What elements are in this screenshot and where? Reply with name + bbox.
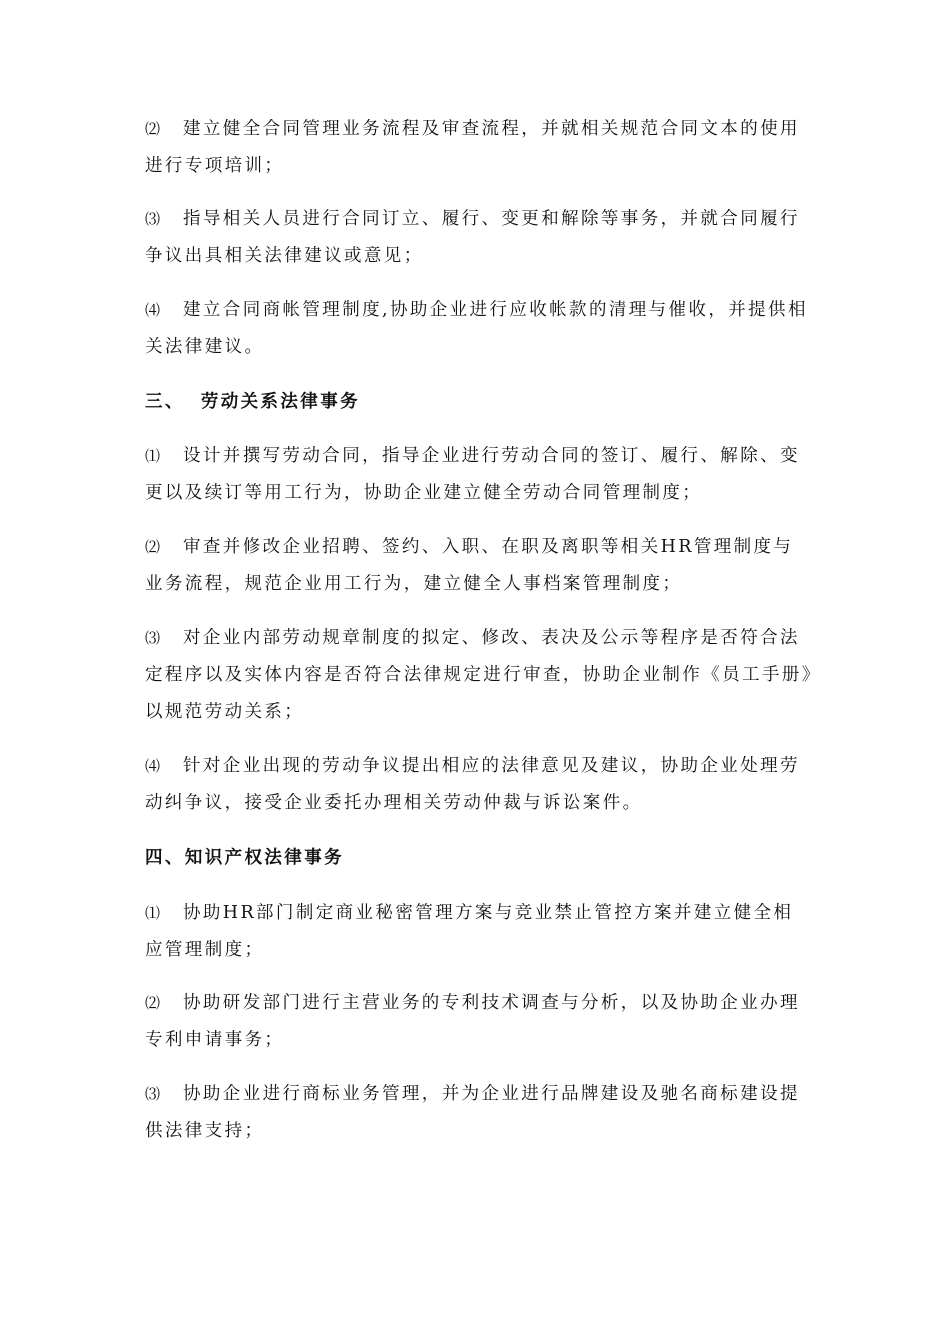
item-text: 协助企业进行商标业务管理，并为企业进行品牌建设及驰名商标建设提供法律支持； xyxy=(145,1084,800,1141)
item-text: 审查并修改企业招聘、签约、入职、在职及离职等相关HR管理制度与业务流程，规范企业用工行为，建立健全人事档案管理制度； xyxy=(145,537,794,594)
list-item xyxy=(145,748,813,822)
section-number: 四、 xyxy=(145,848,185,868)
section-number: 三、 xyxy=(145,392,185,412)
item-text: 设计并撰写劳动合同，指导企业进行劳动合同的签订、履行、解除、变更以及续订等用工行为，协助企业建立健全劳动合同管理制度； xyxy=(145,446,800,503)
item-number: ⑴ xyxy=(145,904,161,922)
section-title: 劳动关系法律事务 xyxy=(200,392,361,412)
list-item xyxy=(145,111,813,185)
list-item xyxy=(145,985,813,1059)
item-text: 对企业内部劳动规章制度的拟定、修改、表决及公示等程序是否符合法定程序以及实体内容是否符合法律规定进行审查，协助企业制作《员工手册》以规范劳动关系； xyxy=(145,628,813,722)
list-item xyxy=(145,438,813,512)
section-title: 知识产权法律事务 xyxy=(184,848,345,868)
item-number: ⑶ xyxy=(145,1085,161,1103)
list-item xyxy=(145,620,813,731)
item-number: ⑷ xyxy=(145,757,161,775)
list-item xyxy=(145,895,813,969)
section-heading xyxy=(145,384,360,421)
list-item xyxy=(145,529,813,603)
item-text: 建立健全合同管理业务流程及审查流程，并就相关规范合同文本的使用进行专项培训； xyxy=(145,119,800,176)
item-number: ⑷ xyxy=(145,301,161,319)
item-number: ⑶ xyxy=(145,629,161,647)
list-item xyxy=(145,1076,813,1150)
item-text: 协助HR部门制定商业秘密管理方案与竞业禁止管控方案并建立健全相应管理制度； xyxy=(145,903,794,960)
list-item xyxy=(145,292,813,366)
section-heading xyxy=(145,840,344,877)
item-number: ⑵ xyxy=(145,538,161,556)
item-text: 指导相关人员进行合同订立、履行、变更和解除等事务，并就合同履行争议出具相关法律建议或意见； xyxy=(145,209,800,266)
item-text: 针对企业出现的劳动争议提出相应的法律意见及建议，协助企业处理劳动纠争议，接受企业委托办理相关劳动仲裁与诉讼案件。 xyxy=(145,756,800,813)
item-text: 建立合同商帐管理制度,协助企业进行应收帐款的清理与催收，并提供相关法律建议。 xyxy=(145,300,808,357)
item-number: ⑴ xyxy=(145,447,161,465)
item-number: ⑵ xyxy=(145,994,161,1012)
item-number: ⑵ xyxy=(145,120,161,138)
list-item xyxy=(145,201,813,275)
item-text: 协助研发部门进行主营业务的专利技术调查与分析，以及协助企业办理专利申请事务； xyxy=(145,993,800,1050)
item-number: ⑶ xyxy=(145,210,161,228)
